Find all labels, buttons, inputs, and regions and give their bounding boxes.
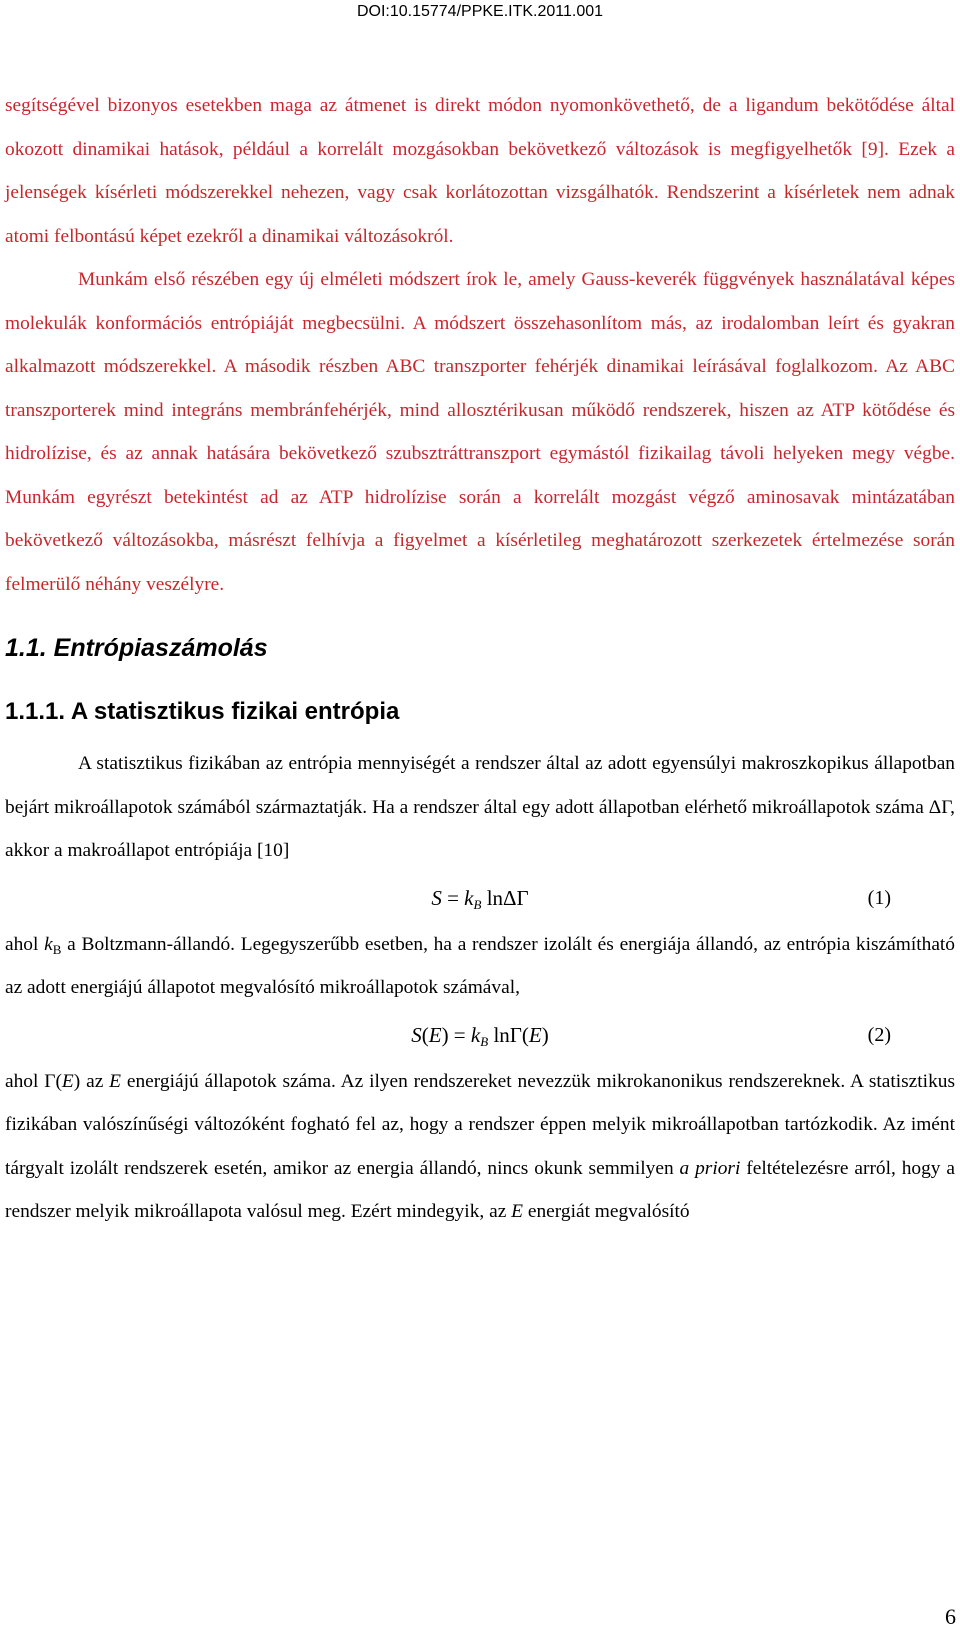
paragraph-boltzmann: ahol $k_B$ a Boltzmann-állandó. Legegyszerűbb esetben, ha a rendszer izolált és energiája állandó, az entrópia kiszámítható az adott energiájú állapotot megvalósító mikroállapotok számával, — [5, 933, 956, 998]
equation-1-expression: $S = k_B$ lnΔΓ — [431, 885, 529, 912]
equation-2-number: (2) — [867, 1023, 891, 1046]
paragraph-microcanonical: ahol Γ(E) az E energiájú állapotok száma. Az ilyen rendszereket nevezzük mikrokanonikus rendszereknek. A statisztikus fizikában valószínűségi változóként fogható fel az, hogy a rendszer éppen melyik mikroállapotban tartózkodik. Az imént tárgyalt izolált rendszerek esetén, amikor az energia állandó, nincs okunk semmilyen a priori feltételezésre arról, hogy a rendszer melyik mikroállapota valósul meg. Ezért mindegyik, az E energiát megvalósító — [5, 1070, 956, 1222]
section-title: 1.1. Entrópiaszámolás — [5, 634, 268, 662]
equation-2-expression: $S(E) = k_B$ lnΓ(E) — [411, 1022, 549, 1049]
paragraph-intro-continued: segítségével bizonyos esetekben maga az átmenet is direkt módon nyomonkövethető, de a ligandum bekötődése által okozott dinamikai hatások, például a korrelált mozgásokban bekövetkező változások is megfigyelhetők [9]. Ezek a jelenségek kísérleti módszerekkel nehezen, vagy csak korlátozottan vizsgálhatók. Rendszerint a kísérletek nem adnak atomi felbontású képet ezekről a dinamikai változásokról. — [5, 95, 955, 247]
doi-header: DOI:10.15774/PPKE.ITK.2011.001 — [356, 3, 604, 20]
paragraph-entropy-definition: A statisztikus fizikában az entrópia mennyiségét a rendszer által az adott egyensúlyi makroszkopikus állapotban bejárt mikroállapotok számából származtatják. Ha a rendszer által egy adott állapotban elérhető mikroállapotok száma ΔΓ, akkor a makroállapot entrópiája [10] — [5, 753, 955, 861]
equation-1-number: (1) — [867, 886, 891, 909]
subsection-title: 1.1.1. A statisztikus fizikai entrópia — [5, 698, 400, 725]
paragraph-work-overview: Munkám első részében egy új elméleti módszert írok le, amely Gauss-keverék függvények használatával képes molekulák konformációs entrópiáját megbecsülni. A módszert összehasonlítom más, az irodalomban leírt és gyakran alkalmazott módszerekkel. A második részben ABC transzporter fehérjék dinamikai leírásával foglalkozom. Az ABC transzporterek mind integráns membránfehérjék, mind allosztérikusan működő rendszerek, hiszen az ATP kötődése és hidrolízise, és az annak hatására bekövetkező szubsztráttranszport egymástól fizikailag távoli helyeken megy végbe. Munkám egyrészt betekintést ad az ATP hidrolízise során a korrelált mozgást végző aminosavak mintázatában bekövetkező változásokba, másrészt felhívja a figyelmet a kísérletileg meghatározott szerkezetek értelmezése során felmerülő néhány veszélyre. — [5, 269, 955, 595]
equation-1 — [5, 873, 955, 923]
page-content — [5, 84, 955, 1234]
equation-2 — [5, 1010, 955, 1060]
page-number: 6 — [945, 1604, 956, 1629]
